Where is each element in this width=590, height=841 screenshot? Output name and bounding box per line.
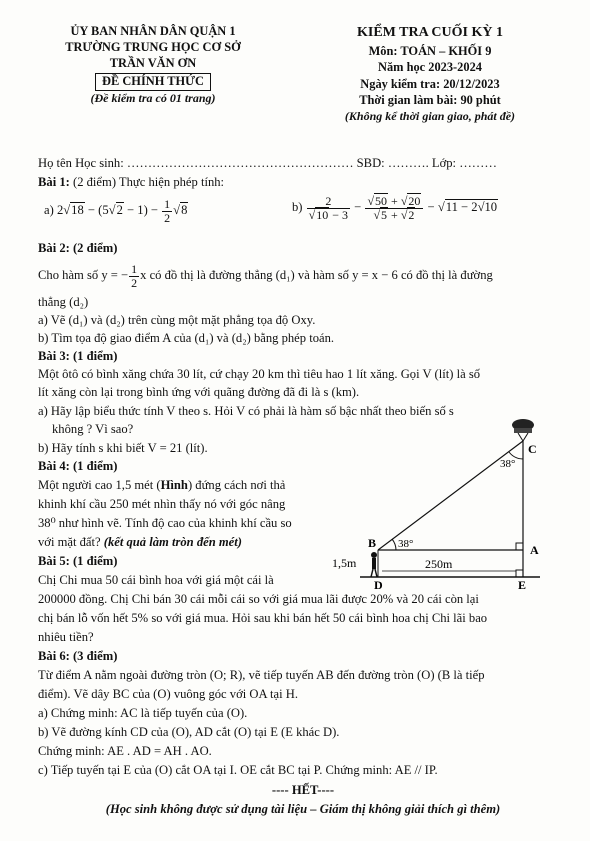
point-label-d: D xyxy=(374,578,383,589)
problem-1b-expression: 2 √ 10 − 3 − √ 50 + √ 20 √ 5 + √ 2 − √ 11 − 2√ 10 xyxy=(306,200,498,214)
problem-4-heading: Bài 4: (1 điểm) xyxy=(38,459,118,473)
rounding-note: (kết quả làm tròn đến mét) xyxy=(103,535,242,549)
balloon-icon xyxy=(512,419,534,441)
problem-4-line1-post: ) đứng cách nơi thả xyxy=(187,478,286,492)
exam-header xyxy=(300,24,560,125)
footer-note: (Học sinh không được sử dụng tài liệu – Giám thị không giải thích gì thêm) xyxy=(105,802,501,816)
problem-2a: a) Vẽ (d₁) và (d₂) trên cùng một mặt phẳng tọa độ Oxy. xyxy=(38,313,316,327)
end-marker: ---- HẾT---- xyxy=(271,783,335,797)
school-year: Năm học 2023-2024 xyxy=(378,60,482,75)
height-label: 1,5m xyxy=(332,556,357,570)
right-angle-e xyxy=(516,570,523,577)
point-label-c: C xyxy=(528,442,537,456)
problem-1-heading: Bài 1: xyxy=(38,175,70,189)
problem-6-line2: điểm). Vẽ dây BC của (O) vuông góc với OA tại H. xyxy=(38,687,299,701)
problem-1-header xyxy=(38,174,568,191)
problem-4-line4-pre: với mặt đất? xyxy=(38,535,104,549)
problem-1b xyxy=(292,195,572,221)
problem-5-line2: 200000 đồng. Chị Chi bán 30 cái mỗi cái so với giá mua lãi được 20% và 20 cái còn lại xyxy=(38,592,479,606)
problem-5-line4: nhiêu tiền? xyxy=(38,630,94,644)
problem-1-intro: (2 điểm) Thực hiện phép tính: xyxy=(73,175,225,189)
exam-subject: Môn: TOÁN – KHỐI 9 xyxy=(368,43,492,58)
right-angle-a xyxy=(516,543,523,550)
problem-2-text: Cho hàm số y = − $\frac{1}{2}$ x có đồ thị là đường thẳng (d₁) và hàm số y = x − 6 có đồ thị là đường xyxy=(38,262,493,290)
duration-note: (Không kể thời gian giao, phát đề) xyxy=(344,108,516,123)
problem-6b-proof: Chứng minh: AE . AD = AH . AO. xyxy=(38,744,212,758)
page-count-note: (Đề kiểm tra có 01 trang) xyxy=(90,90,216,105)
school-name: TRẦN VĂN ƠN xyxy=(109,55,197,70)
exam-title: KIỂM TRA CUỐI KỲ 1 xyxy=(357,25,503,40)
problem-6-line1: Từ điểm A nằm ngoài đường tròn (O; R), vẽ tiếp tuyến AB đến đường tròn (O) (B là tiếp xyxy=(38,668,485,682)
problem-4-line2: khinh khí cầu 250 mét nhìn thấy nó với góc nâng xyxy=(38,497,286,511)
problem-2-text-part2: x có đồ thị là đường thẳng (d₁) và hàm số y = x − 6 có đồ thị là đường xyxy=(140,267,493,282)
problem-1a xyxy=(44,198,264,224)
point-label-b: B xyxy=(368,536,377,550)
problem-1b-label: b) xyxy=(292,199,303,214)
problem-5-line1: Chị Chi mua 50 cái bình hoa với giá một cái là xyxy=(38,573,274,587)
problem-4-line4 xyxy=(38,534,328,551)
problem-2-heading: Bài 2: (2 điểm) xyxy=(38,241,118,255)
problem-6-heading: Bài 6: (3 điểm) xyxy=(38,649,118,663)
problem-2-text-part1: Cho hàm số y = − xyxy=(38,267,129,282)
problem-6a: a) Chứng minh: AC là tiếp tuyến của (O). xyxy=(38,706,248,720)
angle-label-b: 38° xyxy=(398,538,414,550)
school-type: TRƯỜNG TRUNG HỌC CƠ SỞ xyxy=(65,39,241,54)
district-name: ỦY BAN NHÂN DÂN QUẬN 1 xyxy=(70,24,236,38)
problem-3a-line2: không ? Vì sao? xyxy=(52,422,134,436)
problem-3-heading: Bài 3: (1 điểm) xyxy=(38,349,118,363)
problem-4-line3: 38⁰ như hình vẽ. Tính độ cao của khinh khí cầu so xyxy=(38,516,292,530)
problem-3-text-line1: Một ôtô có bình xăng chứa 30 lít, cứ chạy 20 km thì tiêu hao 1 lít xăng. Gọi V (lít) là số xyxy=(38,367,481,381)
exam-duration: Thời gian làm bài: 90 phút xyxy=(359,93,501,108)
angle-arc-b xyxy=(392,539,396,550)
problem-1a-label: a) xyxy=(44,202,54,217)
problem-3a-line1: a) Hãy lập biểu thức tính V theo s. Hỏi V có phải là hàm số bậc nhất theo biến số s xyxy=(38,404,454,418)
official-exam-badge: ĐỀ CHÍNH THỨC xyxy=(95,73,211,91)
problem-2-text-cont: thẳng (d₂) xyxy=(38,295,89,309)
problem-2b: b) Tìm tọa độ giao điểm A của (d₁) và (d₂) bằng phép toán. xyxy=(38,331,335,345)
problem-4-line1-pre: Một người cao 1,5 mét ( xyxy=(38,478,161,492)
problem-3b: b) Hãy tính s khi biết V = 21 (lít). xyxy=(38,441,208,455)
problem-6b: b) Vẽ đường kính CD của (O), AD cắt (O) tại E (E khác D). xyxy=(38,725,340,739)
problem-6c: c) Tiếp tuyến tại E của (O) cắt OA tại I. OE cắt BC tại P. Chứng minh: AE // IP. xyxy=(38,763,438,777)
angle-label-c: 38° xyxy=(500,458,516,470)
point-label-a: A xyxy=(530,543,539,557)
exam-date: Ngày kiểm tra: 20/12/2023 xyxy=(360,76,500,91)
problem-4-line1 xyxy=(38,477,328,494)
problem-1a-expression: 2√ 18 − (5√ 2 − 1) − $\frac{1}{2}$ √ 8 xyxy=(57,203,188,217)
problem-3-text-line2: lít xăng còn lại trong bình ứng với quãng đường đã đi là s (km). xyxy=(38,385,360,399)
problem-5-heading: Bài 5: (1 điểm) xyxy=(38,554,118,568)
distance-label: 250m xyxy=(425,557,453,571)
school-header xyxy=(38,24,268,106)
point-label-e: E xyxy=(518,578,527,589)
problem-5-line3: chị bán lỗ vốn hết 5% so với giá mua. Hỏi sau khi bán hết 50 cái bình hoa chị Chi lãi bao xyxy=(38,611,488,625)
figure-reference: Hình xyxy=(160,478,188,492)
student-info-line: Họ tên Học sinh: ……………………………………………… SBD: ………. Lớp: ……… xyxy=(38,156,497,170)
